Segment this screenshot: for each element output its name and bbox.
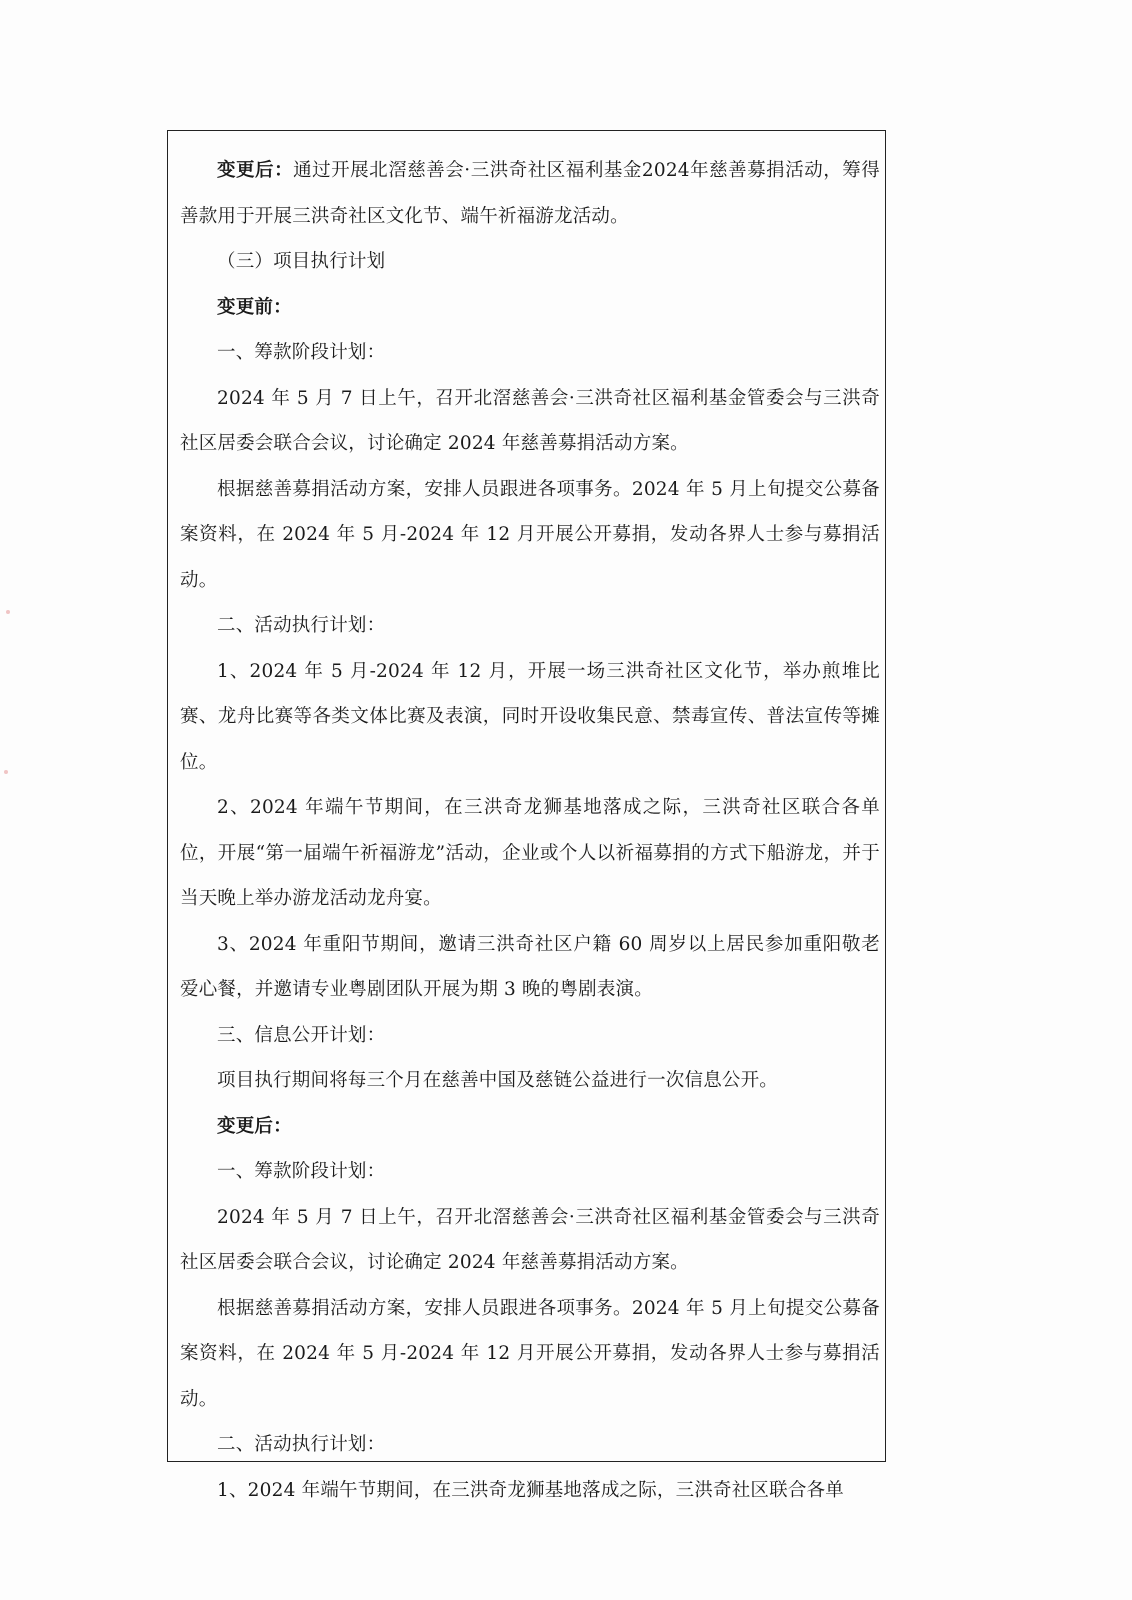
subheading-fundraising: 一、筹款阶段计划： — [217, 1161, 386, 1182]
label-after: 变更后： — [217, 160, 294, 181]
subheading-info-disclosure: 三、信息公开计划： — [217, 1024, 386, 1046]
paragraph: 项目执行期间将每三个月在慈善中国及慈链公益进行一次信息公开。 — [217, 1070, 779, 1091]
paragraph: 2024 年 5 月 7 日上午，召开北滘慈善会·三洪奇社区福利基金管委会与三洪奇社区居委会联合会议，讨论确定 2024 年慈善募捐活动方案。 — [180, 387, 880, 454]
paragraph: 2024 年 5 月 7 日上午，召开北滘慈善会·三洪奇社区福利基金管委会与三洪奇社区居委会联合会议，讨论确定 2024 年慈善募捐活动方案。 — [180, 1206, 880, 1273]
paragraph: 根据慈善募捐活动方案，安排人员跟进各项事务。2024 年 5 月上旬提交公募备案资料，在 2024 年 5 月-2024 年 12 月开展公开募捐，发动各界人士参与募捐活动。 — [180, 1297, 880, 1410]
paragraph: 1、2024 年端午节期间，在三洪奇龙狮基地落成之际，三洪奇社区联合各单 — [217, 1479, 844, 1501]
paragraph: 3、2024 年重阳节期间，邀请三洪奇社区户籍 60 周岁以上居民参加重阳敬老爱心餐，并邀请专业粤剧团队开展为期 3 晚的粤剧表演。 — [180, 933, 880, 1000]
paragraph: 根据慈善募捐活动方案，安排人员跟进各项事务。2024 年 5 月上旬提交公募备案资料，在 2024 年 5 月-2024 年 12 月开展公开募捐，发动各界人士参与募捐活动。 — [180, 478, 880, 591]
label-before-paragraph — [180, 285, 880, 331]
paragraph-after-intro: 变更后：通过开展北滘慈善会·三洪奇社区福利基金2024年慈善募捐活动，筹得善款用于开展三洪奇社区文化节、端午祈福游龙活动。 — [180, 160, 880, 227]
subheading-fundraising: 一、筹款阶段计划： — [217, 342, 386, 363]
label-after: 变更后： — [217, 1115, 292, 1137]
document-body — [180, 148, 880, 1513]
paragraph: 2、2024 年端午节期间，在三洪奇龙狮基地落成之际，三洪奇社区联合各单位，开展“第一届端午祈福游龙”活动，企业或个人以祈福募捐的方式下船游龙，并于当天晚上举办游龙活动龙舟宴。 — [180, 797, 880, 909]
section-heading: （三）项目执行计划 — [217, 251, 386, 272]
paragraph: 1、2024 年 5 月-2024 年 12 月，开展一场三洪奇社区文化节，举办煎堆比赛、龙舟比赛等各类文体比赛及表演，同时开设收集民意、禁毒宣传、普法宣传等摊位。 — [180, 660, 880, 773]
subheading-execution: 二、活动执行计划： — [217, 1434, 386, 1455]
label-after-paragraph — [180, 1104, 880, 1150]
scan-smudge — [6, 610, 10, 614]
label-before: 变更前： — [217, 296, 292, 318]
scan-smudge — [4, 770, 8, 774]
subheading-execution: 二、活动执行计划： — [217, 615, 386, 636]
